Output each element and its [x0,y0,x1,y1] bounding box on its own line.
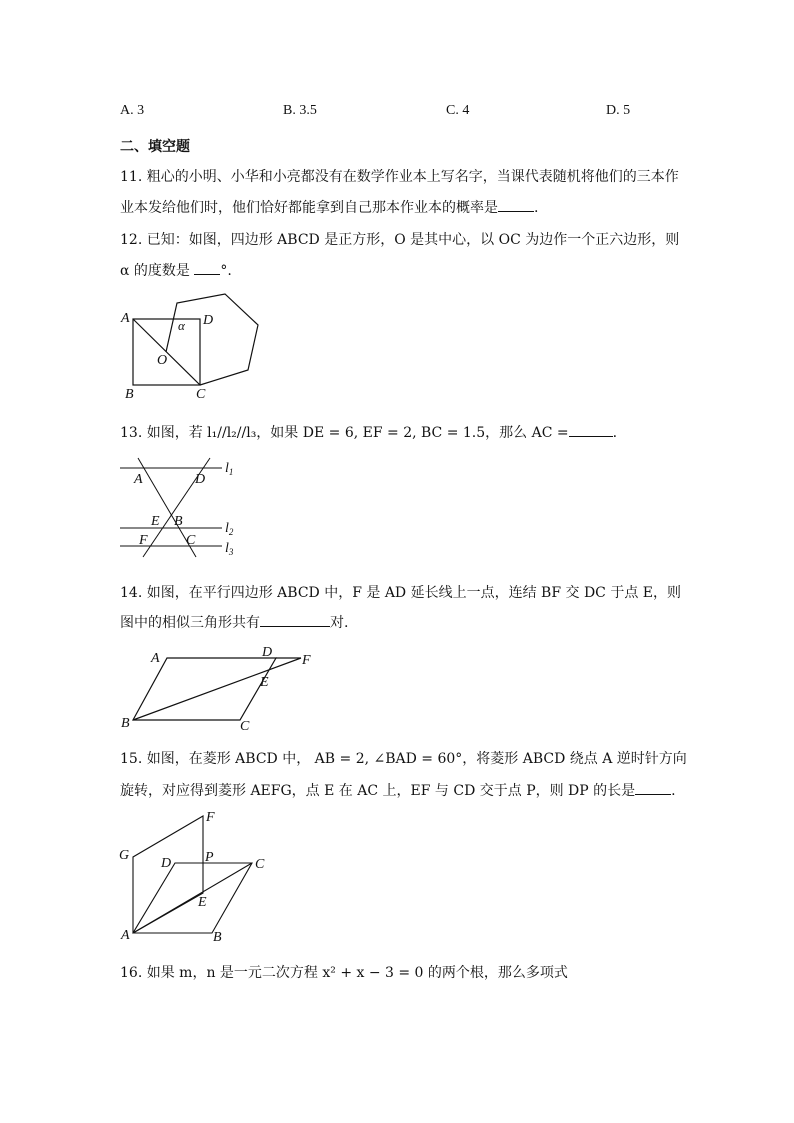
q11-line2 [120,197,538,217]
q13-figure [115,455,245,560]
label-d: D [161,856,172,871]
label-f: F [206,810,215,825]
q15-line2 [120,780,676,800]
label-a: A [151,651,160,666]
option-b: B. 3.5 [283,103,317,118]
label-g: G [119,848,130,863]
label-c: C [255,857,265,872]
q13-line1 [120,422,617,442]
option-d: D. 5 [606,103,631,118]
label-e: E [260,675,269,690]
q14-line1: 14. 如图，在平行四边形 ABCD 中，F 是 AD 延长线上一点，连结 BF 交 DC 于点 E，则 [120,585,682,601]
label-l2: $l_2$ [225,521,234,537]
q11-line1: 11. 粗心的小明、小华和小亮都没有在数学作业本上写名字，当课代表随机将他们的三本作 [120,169,679,185]
q12-line2 [120,260,232,280]
label-b: B [125,387,134,402]
label-f: F [139,533,148,548]
label-f: F [302,653,311,668]
option-a: A. 3 [120,103,145,118]
q13-line1-text: 13. 如图，若 l₁//l₂//l₃，如果 DE = 6, EF = 2, BC = 1.5，那么 AC = [120,425,569,441]
label-e: E [198,895,207,910]
label-alpha: α [178,318,185,333]
answer-blank [569,424,613,437]
q14-line2 [120,612,348,632]
label-c: C [240,719,250,734]
q15-figure [115,805,275,945]
q12-line1: 12. 已知：如图，四边形 ABCD 是正方形，O 是其中心，以 OC 为边作一个正六边形，则 [120,232,680,248]
answer-blank [498,199,534,212]
section-title: 二、填空题 [120,139,190,155]
label-b: B [121,716,130,731]
q12-figure [110,285,280,405]
line-bf [133,658,301,720]
label-a: A [121,311,130,326]
label-a: A [134,472,143,487]
q11-line2-text: 业本发给他们时，他们恰好都能拿到自己那本作业本的概率是 [120,200,498,216]
q14-line2-end: 对. [330,615,349,631]
label-l1: $l_1$ [225,461,234,477]
q15-line1: 15. 如图，在菱形 ABCD 中， AB = 2, ∠BAD = 60°，将菱形 ABCD 绕点 A 逆时针方向 [120,751,687,767]
label-d: D [195,472,206,487]
label-b: B [213,930,222,945]
q12-line2-end: °. [220,263,232,279]
hexagon [166,294,258,385]
option-c: C. 4 [446,103,470,118]
label-o: O [157,353,168,368]
q11-line2-end: . [534,200,539,216]
q15-line2-end: . [671,783,676,799]
q14-figure [115,640,325,735]
answer-blank [194,262,220,275]
parallelogram-abcd [133,658,276,720]
label-c: C [196,387,206,402]
label-b: B [174,514,183,529]
q15-line2-text: 旋转，对应得到菱形 AEFG，点 E 在 AC 上，EF 与 CD 交于点 P，则 DP 的长是 [120,783,636,799]
label-p: P [205,850,214,865]
q14-line2-text: 图中的相似三角形共有 [120,615,260,631]
answer-blank [260,614,330,627]
label-e: E [151,514,160,529]
q16-line1: 16. 如果 m，n 是一元二次方程 x² + x − 3 = 0 的两个根，那么多项式 [120,965,568,981]
label-c: C [186,533,196,548]
answer-blank [635,782,671,795]
label-d: D [203,313,214,328]
q13-line1-end: . [612,425,618,441]
q12-line2-text: α 的度数是 [120,263,190,279]
label-l3: $l_3$ [225,541,234,557]
label-d: D [262,645,273,660]
label-a: A [121,928,130,943]
